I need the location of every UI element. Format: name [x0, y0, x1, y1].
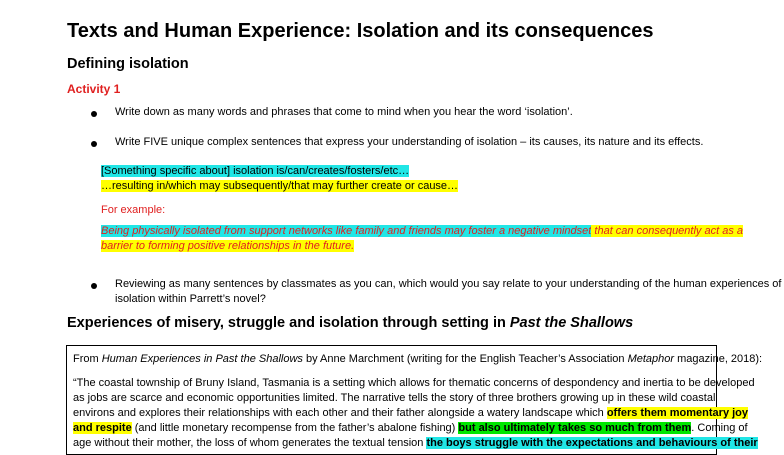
document-title: Texts and Human Experience: Isolation and its consequences [67, 20, 654, 42]
bullet-text-1: Write down as many words and phrases that come to mind when you hear the word ‘isolation’. [115, 106, 573, 118]
quote-line-1: “The coastal township of Bruny Island, Tasmania is a setting which allows for thematic concerns of despondency and inertia to be developed [73, 377, 755, 389]
quote-line-5-highlight: the boys struggle with the expectations and behaviours of their [426, 437, 758, 449]
activity-label: Activity 1 [67, 82, 121, 96]
source-title: Human Experiences in Past the Shallows [101, 353, 303, 365]
quote-box [66, 345, 763, 455]
quote-line-2: as jobs are scarce and economic opportunities limited. The narrative tells the story of three brothers growing up in these wild coastal [73, 392, 716, 404]
sentence-template-line-2 [101, 179, 458, 194]
quote-line-3-plain: environs and explores their relationships with each other and their father alongside a watery landscape which [73, 407, 607, 419]
quote-source [73, 352, 762, 367]
source-mid: by Anne Marchment (writing for the English Teacher’s Association [302, 353, 628, 365]
source-end: magazine, 2018): [674, 353, 763, 365]
sentence-template-line-1 [101, 164, 409, 179]
quote-line-3 [73, 406, 748, 421]
quote-line-4 [73, 421, 748, 436]
quote-line-5 [73, 436, 758, 451]
example-part-2b: barrier to forming positive relationships in the future. [101, 240, 355, 252]
bullet-dot [91, 111, 97, 117]
section-heading-defining-isolation: Defining isolation [67, 56, 189, 72]
quote-line-4-highlight-1: and respite [73, 422, 132, 434]
source-magazine: Metaphor [627, 353, 675, 365]
template-line-1-text: [Something specific about] isolation is/can/creates/fosters/etc… [101, 165, 410, 177]
section-heading-prefix: Experiences of misery, struggle and isolation through setting in [67, 315, 510, 331]
example-part-1: Being physically isolated from support networks like family and friends may foster a negative mindset [101, 225, 592, 237]
example-line-2 [101, 239, 354, 254]
bullet-text-3-cont: isolation within Parrett’s novel? [115, 293, 266, 305]
bullet-text-3: Reviewing as many sentences by classmates as you can, which would you say relate to your understanding of the human experiences of [115, 278, 782, 290]
section-heading-experiences [67, 315, 633, 331]
bullet-dot [91, 141, 97, 147]
example-label: For example: [101, 204, 166, 216]
example-part-2a: that can consequently act as a [591, 225, 743, 237]
example-line-1 [101, 224, 743, 239]
source-prefix: From [73, 353, 102, 365]
bullet-dot [91, 283, 97, 289]
template-line-2-text: …resulting in/which may subsequently/that may further create or cause… [101, 180, 459, 192]
quote-line-3-highlight: offers them momentary joy [606, 407, 749, 419]
section-heading-novel-title: Past the Shallows [509, 315, 634, 331]
quote-line-4-plain: (and little monetary recompense from the father’s abalone fishing) [131, 422, 459, 434]
quote-line-4-end: . Coming of [691, 422, 748, 434]
quote-line-5-plain: age without their mother, the loss of whom generates the textual tension [73, 437, 427, 449]
quote-line-4-highlight-2: but also ultimately takes so much from them [458, 422, 692, 434]
bullet-text-2: Write FIVE unique complex sentences that express your understanding of isolation – its causes, its nature and its effects. [115, 136, 704, 148]
